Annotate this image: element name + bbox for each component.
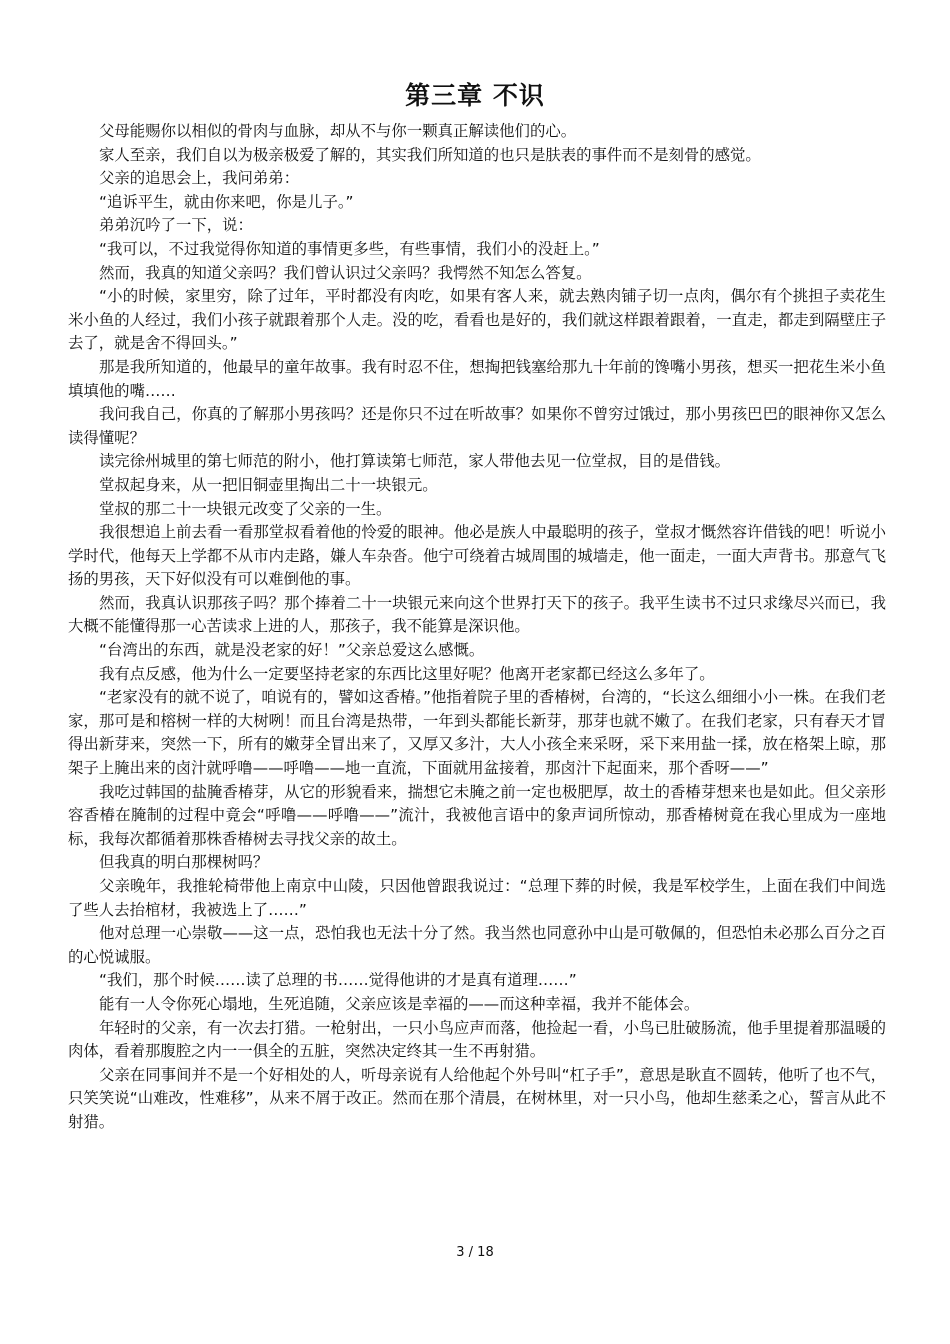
- paragraph: 他对总理一心崇敬——这一点，恐怕我也无法十分了然。我当然也同意孙中山是可敬佩的，但恐怕未必那么百分之百的心悦诚服。: [68, 924, 886, 966]
- paragraph: 我很想追上前去看一看那堂叔看着他的怜爱的眼神。他必是族人中最聪明的孩子，堂叔才慨然容许借钱的吧！听说小学时代，他每天上学都不从市内走路，嫌人车杂沓。他宁可绕着古城周围的城墙走，他一面走，一面大声背书。那意气飞扬的男孩，天下好似没有可以难倒他的事。: [68, 523, 886, 589]
- paragraph: “小的时候，家里穷，除了过年，平时都没有肉吃，如果有客人来，就去熟肉铺子切一点肉，偶尔有个挑担子卖花生米小鱼的人经过，我们小孩子就跟着那个人走。没的吃，看看也是好的，我们就这样跟着跟着，一直走，都走到隔壁庄子去了，就是舍不得回头。”: [68, 287, 886, 353]
- paragraph: 但我真的明白那棵树吗？: [99, 853, 269, 872]
- paragraph: 家人至亲，我们自以为极亲极爱了解的，其实我们所知道的也只是肤表的事件而不是刻骨的感觉。: [99, 145, 761, 164]
- chapter-title: 第三章 不识: [405, 81, 545, 110]
- page-number: 3 / 18: [456, 1245, 494, 1260]
- paragraph: 然而，我真认识那孩子吗？那个捧着二十一块银元来向这个世界打天下的孩子。我平生读书不过只求缘尽兴而已，我大概不能懂得那一心苦读求上进的人，那孩子，我不能算是深识他。: [68, 593, 886, 636]
- paragraph: 父亲在同事间并不是一个好相处的人，听母亲说有人给他起个外号叫“杠子手”，意思是耿直不圆转，他听了也不气，只笑笑说“山难改，性难移”，从来不屑于改正。然而在那个清晨，在树林里，对一只小鸟，他却生慈柔之心，誓言从此不射猎。: [68, 1065, 886, 1131]
- paragraph: 父亲的追思会上，我问弟弟：: [99, 169, 300, 188]
- paragraph: 能有一人令你死心塌地，生死追随，父亲应该是幸福的——而这种幸福，我并不能体会。: [99, 994, 700, 1013]
- paragraph: 我有点反感，他为什么一定要坚持老家的东西比这里好呢？他离开老家都已经这么多年了。: [99, 664, 715, 683]
- paragraph: 我吃过韩国的盐腌香椿芽，从它的形貌看来，揣想它未腌之前一定也极肥厚，故土的香椿芽想来也是如此。但父亲形容香椿在腌制的过程中竟会“呼噜——呼噜——”流汁，我被他言语中的象声词所惊动，那香椿树竟在我心里成为一座地标，我每次都循着那株香椿树去寻找父亲的故土。: [68, 782, 886, 848]
- paragraph: 堂叔的那二十一块银元改变了父亲的一生。: [99, 499, 392, 518]
- paragraph: “追诉平生，就由你来吧，你是儿子。”: [99, 192, 354, 211]
- body-text: [68, 120, 886, 1135]
- paragraph: 我问我自己，你真的了解那小男孩吗？还是你只不过在听故事？如果你不曾穷过饿过，那小男孩巴巴的眼神你又怎么读得懂呢？: [68, 405, 886, 447]
- paragraph: 那是我所知道的，他最早的童年故事。我有时忍不住，想掏把钱塞给那九十年前的馋嘴小男孩，想买一把花生米小鱼填填他的嘴……: [68, 357, 886, 400]
- paragraph: “台湾出的东西，就是没老家的好！”父亲总爱这么感慨。: [99, 641, 485, 660]
- paragraph: “我们，那个时候……读了总理的书……觉得他讲的才是真有道理……”: [99, 971, 577, 990]
- paragraph: 弟弟沉吟了一下，说：: [99, 216, 253, 235]
- paragraph: 然而，我真的知道父亲吗？我们曾认识过父亲吗？我愕然不知怎么答复。: [99, 263, 592, 282]
- paragraph: 堂叔起身来，从一把旧铜壶里掏出二十一块银元。: [99, 475, 438, 494]
- paragraph: “我可以，不过我觉得你知道的事情更多些，有些事情，我们小的没赶上。”: [99, 239, 600, 258]
- paragraph: 年轻时的父亲，有一次去打猎。一枪射出，一只小鸟应声而落，他捡起一看，小鸟已肚破肠流，他手里提着那温暖的肉体，看着那腹腔之内一一俱全的五脏，突然决定终其一生不再射猎。: [68, 1018, 886, 1061]
- paragraph: 父亲晚年，我推轮椅带他上南京中山陵，只因他曾跟我说过：“总理下葬的时候，我是军校学生，上面在我们中间选了些人去抬棺材，我被选上了……”: [68, 877, 886, 919]
- paragraph: 读完徐州城里的第七师范的附小，他打算读第七师范，家人带他去见一位堂叔，目的是借钱。: [99, 452, 731, 471]
- paragraph: “老家没有的就不说了，咱说有的，譬如这香椿。”他指着院子里的香椿树，台湾的，“长这么细细小小一株。在我们老家，那可是和榕树一样的大树咧！而且台湾是热带，一年到头都能长新芽，那芽也就不嫩了。在我们老家，只有春天才冒得出新芽来，突然一下，所有的嫩芽全冒出来了，又厚又多汁，大人小孩全来采呀，采下来用盐一揉，放在格架上晾，那架子上腌出来的卤汁就呼噜——呼噜——地一直流，下面就用盆接着，那卤汁下起面来，那个香呀——”: [68, 688, 886, 778]
- paragraph: 父母能赐你以相似的骨肉与血脉，却从不与你一颗真正解读他们的心。: [99, 122, 577, 140]
